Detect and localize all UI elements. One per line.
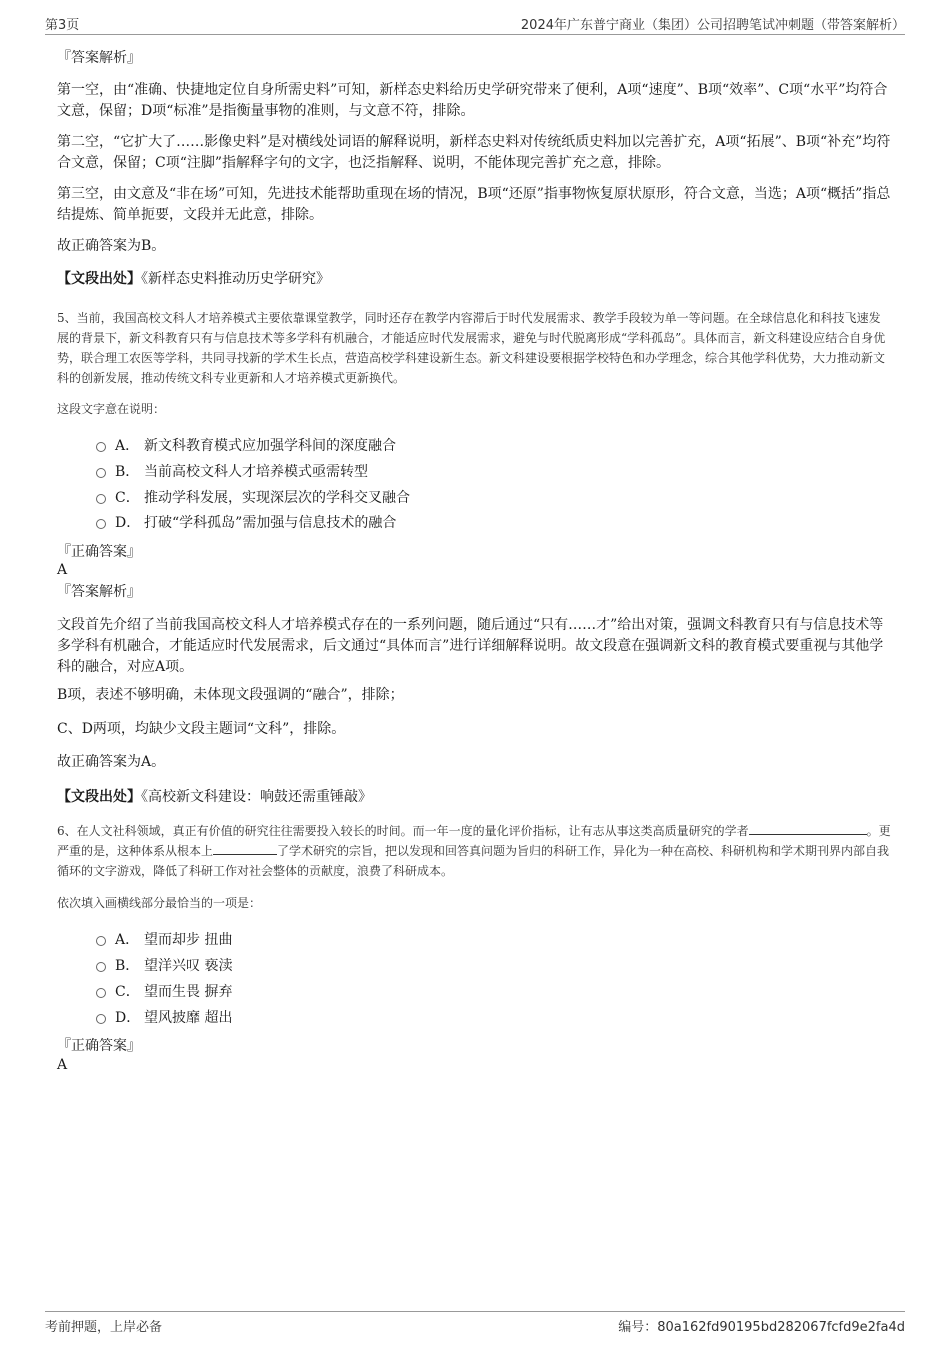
question-prompt: 依次填入画横线部分最恰当的一项是：: [57, 896, 262, 910]
option-letter: B．: [115, 958, 140, 974]
radio-button[interactable]: [96, 988, 106, 998]
page-header: [45, 12, 905, 35]
fill-blank: [213, 842, 277, 855]
radio-button[interactable]: [96, 442, 106, 452]
question-stem: [57, 821, 892, 881]
option-letter: D．: [115, 515, 141, 531]
option-b[interactable]: [96, 956, 796, 976]
passage-source: [57, 788, 892, 806]
serial-number: [618, 1316, 905, 1335]
source-title: 《高校新文科建设：响鼓还需重锤敲》: [141, 789, 372, 805]
fill-blank: [749, 822, 867, 835]
correct-answer-label: 『正确答案』: [57, 1038, 141, 1054]
option-text: 打破“学科孤岛”需加强与信息技术的融合: [144, 515, 397, 531]
analysis-paragraph: B项，表述不够明确，未体现文段强调的“融合”，排除；: [57, 687, 404, 703]
option-text: 望风披靡 超出: [144, 1010, 233, 1026]
analysis-conclusion: 故正确答案为B。: [57, 238, 166, 254]
page-footer: [45, 1311, 905, 1334]
stem-part: 了学术研究的宗旨，把以发现和回答真问题为旨归的科研工作，异化为一种在高校、科研机构和学术期刊界内部自我循环的文字游戏，降低了科研工作对社会整体的贡献度，浪费了科研成本。: [57, 844, 890, 878]
option-c[interactable]: [96, 982, 796, 1002]
option-text: 望而却步 扭曲: [144, 932, 233, 948]
passage-source: [57, 270, 892, 288]
analysis-paragraph: 第三空，由文意及“非在场”可知，先进技术能帮助重现在场的情况，B项“还原”指事物恢复原状原形，符合文意，当选；A项“概括”指总结提炼、简单扼要，文段并无此意，排除。: [57, 186, 891, 223]
serial-label: 编号：: [618, 1320, 658, 1335]
option-a[interactable]: [96, 436, 796, 456]
option-letter: C．: [115, 984, 140, 1000]
document-title: 2024年广东普宁商业（集团）公司招聘笔试冲刺题（带答案解析）: [520, 18, 905, 33]
analysis-paragraph: 文段首先介绍了当前我国高校文科人才培养模式存在的一系列问题，随后通过“只有……才”给出对策，强调文科教育只有与信息技术等多学科有机融合，才能适应时代发展需求，后文通过“具体而言”进行详细解释说明。故文段意在强调新文科的教育模式要重视与其他学科的融合，对应A项。: [57, 617, 884, 675]
option-a[interactable]: [96, 930, 796, 950]
option-text: 望洋兴叹 亵渎: [144, 958, 233, 974]
source-title: 《新样态史料推动历史学研究》: [141, 271, 330, 287]
answer-analysis-label: 『答案解析』: [57, 50, 141, 66]
page-number: 第3页: [45, 18, 80, 33]
correct-answer-label: 『正确答案』: [57, 544, 141, 560]
option-text: 当前高校文科人才培养模式亟需转型: [144, 464, 368, 480]
option-letter: B．: [115, 464, 140, 480]
stem-part: 。更严重的是，这种体系从根本上: [57, 824, 891, 858]
option-letter: A．: [115, 438, 140, 454]
correct-answer: A: [57, 1057, 68, 1073]
option-b[interactable]: [96, 462, 796, 482]
serial-value: 80a162fd90195bd282067fcfd9e2fa4d: [657, 1320, 905, 1335]
option-d[interactable]: [96, 513, 796, 533]
question-stem: 5、当前，我国高校文科人才培养模式主要依靠课堂教学，同时还存在教学内容滞后于时代发展需求、教学手段较为单一等问题。在全球信息化和科技飞速发展的背景下，新文科教育只有与信息技术等多学科有机融合，才能适应时代发展需求，避免与时代脱离形成“学科孤岛”。具体而言，新文科建设应结合自身优势，联合理工农医等学科，共同寻找新的学术生长点，营造高校学科建设新生态。新文科建设要根据学校特色和办学理念，综合其他学科优势，大力推动新文科的创新发展，推动传统文科专业更新和人才培养模式更新换代。: [57, 311, 886, 385]
radio-button[interactable]: [96, 1014, 106, 1024]
radio-button[interactable]: [96, 519, 106, 529]
correct-answer: A: [57, 562, 68, 578]
option-text: 推动学科发展，实现深层次的学科交叉融合: [144, 490, 410, 506]
stem-part: 6、在人文社科领域，真正有价值的研究往往需要投入较长的时间。而一年一度的量化评价指标，让有志从事这类高质量研究的学者: [57, 824, 749, 838]
analysis-paragraph: C、D两项，均缺少文段主题词“文科”，排除。: [57, 721, 346, 737]
option-letter: A．: [115, 932, 140, 948]
option-text: 新文科教育模式应加强学科间的深度融合: [144, 438, 396, 454]
source-prefix: 【文段出处】: [57, 271, 141, 287]
footer-slogan: 考前押题，上岸必备: [45, 1320, 163, 1335]
option-d[interactable]: [96, 1008, 796, 1028]
option-c[interactable]: [96, 488, 796, 508]
source-prefix: 【文段出处】: [57, 789, 141, 805]
option-text: 望而生畏 摒弃: [144, 984, 233, 1000]
radio-button[interactable]: [96, 962, 106, 972]
analysis-paragraph: 第二空，“它扩大了……影像史料”是对横线处词语的解释说明，新样态史料对传统纸质史料加以完善扩充，A项“拓展”、B项“补充”均符合文意，保留；C项“注脚”指解释字句的文字，也泛指解释、说明，不能体现完善扩充之意，排除。: [57, 134, 891, 171]
option-letter: C．: [115, 490, 140, 506]
radio-button[interactable]: [96, 494, 106, 504]
answer-analysis-label: 『答案解析』: [57, 584, 141, 600]
radio-button[interactable]: [96, 468, 106, 478]
analysis-paragraph: 第一空，由“准确、快捷地定位自身所需史料”可知，新样态史料给历史学研究带来了便利，A项“速度”、B项“效率”、C项“水平”均符合文意，保留；D项“标准”是指衡量事物的准则，与文意不符，排除。: [57, 82, 888, 119]
analysis-conclusion: 故正确答案为A。: [57, 754, 166, 770]
question-prompt: 这段文字意在说明：: [57, 402, 166, 416]
option-letter: D．: [115, 1010, 141, 1026]
radio-button[interactable]: [96, 936, 106, 946]
